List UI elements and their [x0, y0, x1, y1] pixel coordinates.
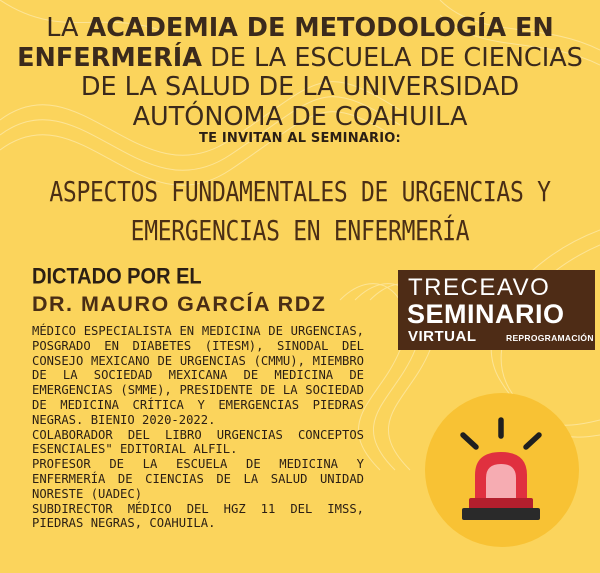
heading-academy: ACADEMIA DE METODOLOGÍA EN: [86, 13, 554, 43]
bio-paragraph: PROFESOR DE LA ESCUELA DE MEDICINA Y ENFERMERÍA DE CIENCIAS DE LA SALUD UNIDAD NORESTE (UADEC): [32, 457, 364, 501]
seminar-badge: [398, 270, 595, 350]
heading-line4: AUTÓNOMA DE COAHUILA: [132, 101, 468, 132]
badge-reprogramacion: REPROGRAMACIÓN: [506, 333, 594, 343]
topic-line1: ASPECTOS FUNDAMENTALES DE URGENCIAS Y: [49, 177, 551, 209]
topic-line2: EMERGENCIAS EN ENFERMERÍA: [130, 216, 470, 248]
bio-paragraph: MÉDICO ESPECIALISTA EN MEDICINA DE URGENCIAS, POSGRADO EN DIABETES (ITESM), SINODAL DEL CONSEJO MEXICANO DE URGENCIAS (CMMU), MIEMBRO DE LA SOCIEDAD MEXICANA DE MEDICINA DE EMERGENCIAS (SMME), PRESIDENTE DE LA SOCIEDAD DE MEDICINA CRÍTICA Y EMERGENCIAS PIEDRAS NEGRAS. BIENIO 2020-2022.: [32, 324, 364, 427]
speaker-name: DR. MAURO GARCÍA RDZ: [32, 292, 327, 316]
bio-paragraph: SUBDIRECTOR MÉDICO DEL HGZ 11 DEL IMSS, PIEDRAS NEGRAS, COAHUILA.: [32, 501, 364, 531]
seminar-topic: [0, 174, 600, 252]
heading-line3: DE LA SALUD DE LA UNIVERSIDAD: [80, 72, 520, 102]
heading-prefix: LA: [46, 13, 87, 43]
heading-school: DE LA ESCUELA DE CIENCIAS: [202, 42, 583, 73]
emergency-siren-icon: [412, 380, 592, 560]
badge-ordinal: TRECEAVO: [408, 274, 551, 301]
heading-enfermeria: ENFERMERÍA: [17, 42, 203, 73]
speaker-bio: [32, 324, 364, 531]
dictado-label: DICTADO POR EL: [32, 265, 202, 290]
invite-text: TE INVITAN AL SEMINARIO:: [199, 131, 401, 146]
bio-paragraph: COLABORADOR DEL LIBRO URGENCIAS CONCEPTOS ESENCIALES" EDITORIAL ALFIL.: [32, 427, 364, 457]
badge-virtual: VIRTUAL: [408, 328, 477, 345]
badge-seminario: SEMINARIO: [407, 299, 565, 329]
organizer-heading: [0, 14, 600, 132]
